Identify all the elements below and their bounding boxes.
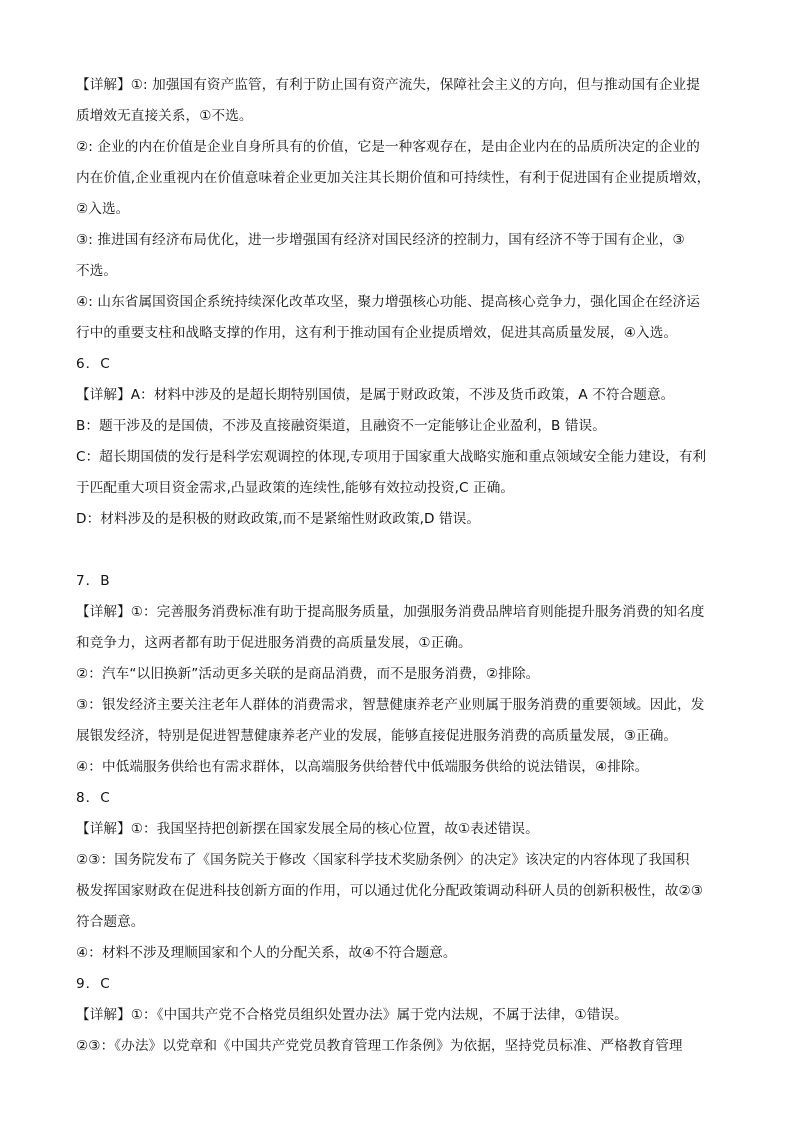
text-line: 不选。 (76, 263, 118, 279)
text-line: 【详解】①：《中国共产党不合格党员组织处置办法》属于党内法规，不属于法律，①错误。 (76, 1007, 628, 1023)
text-line: 于匹配重大项目资金需求,凸显政策的连续性,能够有效拉动投资,C 正确。 (76, 480, 515, 496)
text-line: 【详解】①：完善服务消费标准有助于提高服务质量，加强服务消费品牌培育则能提升服务消费的知名度 (76, 604, 705, 620)
text-line: B：题干涉及的是国债，不涉及直接融资渠道，且融资不一定能够让企业盈利，B 错误。 (76, 418, 606, 434)
text-line: ④：中低端服务供给也有需求群体，以高端服务供给替代中低端服务供给的说法错误，④排除。 (76, 759, 649, 775)
text-line: 行中的重要支柱和战略支撑的作用，这有利于推动国有企业提质增效，促进其高质量发展，④入选。 (76, 325, 678, 341)
text-line: ③: 推进国有经济布局优化，进一步增强国有经济对国民经济的控制力，国有经济不等于国有企业，③ (76, 232, 685, 248)
text-line: ②③：国务院发布了《国务院关于修改〈国家科学技术奖励条例〉的决定》该决定的内容体现了我国积 (76, 852, 690, 868)
text-line: 【详解】A：材料中涉及的是超长期特别国债，是属于财政政策，不涉及货币政策，A 不符合题意。 (76, 387, 675, 403)
question-number: 9．C (76, 976, 111, 992)
text-line: 和竞争力，这两者都有助于促进服务消费的高质量发展，①正确。 (76, 635, 472, 651)
text-line: D：材料涉及的是积极的财政政策,而不是紧缩性财政政策,D 错误。 (76, 511, 481, 527)
text-line: 内在价值,企业重视内在价值意味着企业更加关注其长期价值和可持续性，有利于促进国有企业提质增效， (76, 170, 711, 186)
text-line: ②：汽车“以旧换新”活动更多关联的是商品消费，而不是服务消费，②排除。 (76, 666, 540, 682)
text-line: 【详解】①: 加强国有资产监管，有利于防止国有资产流失，保障社会主义的方向，但与推动国有企业提 (76, 77, 700, 93)
text-line: 质增效无直接关系，①不选。 (76, 108, 253, 124)
text-line: ④：材料不涉及理顺国家和个人的分配关系，故④不符合题意。 (76, 945, 457, 961)
text-line: ③：银发经济主要关注老年人群体的消费需求，智慧健康养老产业则属于服务消费的重要领域。因此，发 (76, 697, 705, 713)
text-line: 展银发经济，特别是促进智慧健康养老产业的发展，能够直接促进服务消费的高质量发展，③正确。 (76, 728, 678, 744)
text-line: ②入选。 (76, 201, 130, 217)
question-number: 7．B (76, 573, 111, 589)
text-line: 符合题意。 (76, 914, 145, 930)
question-number: 6．C (76, 356, 111, 372)
text-line: 【详解】①：我国坚持把创新摆在国家发展全局的核心位置，故①表述错误。 (76, 821, 539, 837)
question-number: 8．C (76, 790, 111, 806)
text-line: ②: 企业的内在价值是企业自身所具有的价值，它是一种客观存在，是由企业内在的品质所决定的企业的 (76, 139, 700, 155)
text-line: 极发挥国家财政在促进科技创新方面的作用，可以通过优化分配政策调动科研人员的创新积极性，故②③ (76, 883, 704, 899)
text-line: ④: 山东省属国资国企系统持续深化改革攻坚，聚力增强核心功能、提高核心竞争力，强化国企在经济运 (76, 294, 700, 310)
text-line: ②③：《办法》以党章和《中国共产党党员教育管理工作条例》为依据，坚持党员标准、严格教育管理 (76, 1038, 683, 1054)
text-line: C：超长期国债的发行是科学宏观调控的体现,专项用于国家重大战略实施和重点领域安全能力建设，有利 (76, 449, 707, 465)
